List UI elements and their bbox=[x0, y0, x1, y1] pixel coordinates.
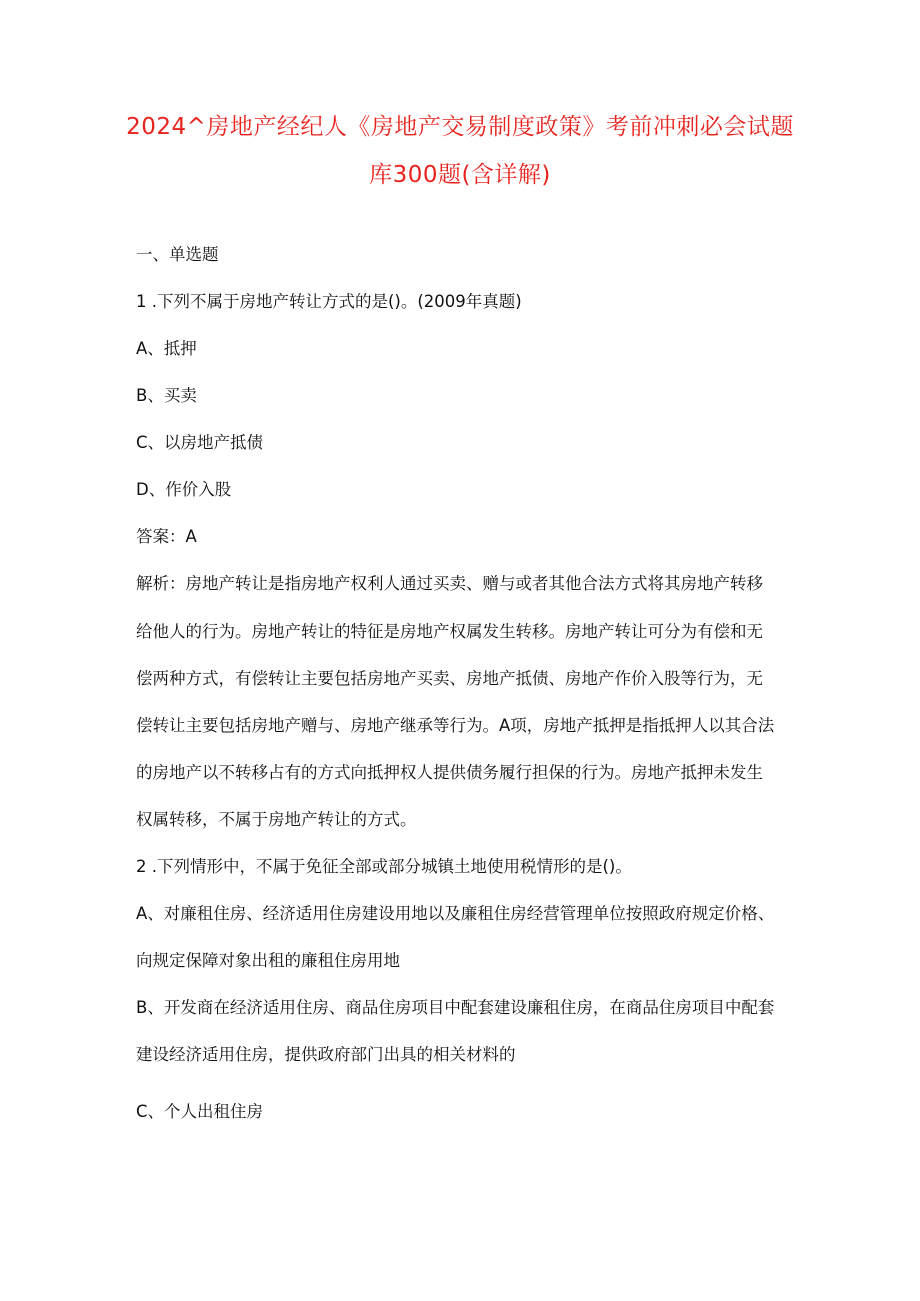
question-1-analysis-line: 给他人的行为。房地产转让的特征是房地产权属发生转移。房地产转让可分为有偿和无 bbox=[136, 622, 763, 641]
question-1-answer: 答案：A bbox=[136, 527, 197, 546]
question-2-option-c: C、个人出租住房 bbox=[136, 1102, 264, 1121]
document-title-line-2: 库300题(含详解) bbox=[369, 162, 551, 188]
question-1-option-c: C、以房地产抵债 bbox=[136, 433, 264, 452]
question-1-analysis-line: 偿转让主要包括房地产赠与、房地产继承等行为。A项，房地产抵押是指抵押人以其合法 bbox=[136, 716, 775, 735]
question-2-option-b-line-1: B、开发商在经济适用住房、商品住房项目中配套建设廉租住房，在商品住房项目中配套 bbox=[136, 998, 775, 1017]
question-1-stem: 1 .下列不属于房地产转让方式的是()。(2009年真题) bbox=[136, 292, 522, 311]
question-1-analysis-line: 的房地产以不转移占有的方式向抵押权人提供债务履行担保的行为。房地产抵押未发生 bbox=[136, 763, 763, 782]
question-2-option-b-line-2: 建设经济适用住房，提供政府部门出具的相关材料的 bbox=[136, 1045, 516, 1064]
question-2-option-a-line-1: A、对廉租住房、经济适用住房建设用地以及廉租住房经营管理单位按照政府规定价格、 bbox=[136, 904, 775, 923]
question-2-stem: 2 .下列情形中，不属于免征全部或部分城镇土地使用税情形的是()。 bbox=[136, 857, 632, 876]
question-2-option-a-line-2: 向规定保障对象出租的廉租住房用地 bbox=[136, 951, 400, 970]
question-1-analysis-line: 偿两种方式，有偿转让主要包括房地产买卖、房地产抵债、房地产作价入股等行为，无 bbox=[136, 669, 763, 688]
document-title-line-1: 2024^房地产经纪人《房地产交易制度政策》考前冲刺必会试题 bbox=[126, 114, 794, 140]
question-1-option-a: A、抵押 bbox=[136, 339, 197, 358]
question-1-option-d: D、作价入股 bbox=[136, 480, 232, 499]
question-1-analysis-line: 权属转移，不属于房地产转让的方式。 bbox=[136, 810, 417, 829]
question-1-option-b: B、买卖 bbox=[136, 386, 197, 405]
question-1-analysis-line: 解析：房地产转让是指房地产权利人通过买卖、赠与或者其他合法方式将其房地产转移 bbox=[136, 574, 763, 593]
section-heading: 一、单选题 bbox=[136, 245, 219, 264]
